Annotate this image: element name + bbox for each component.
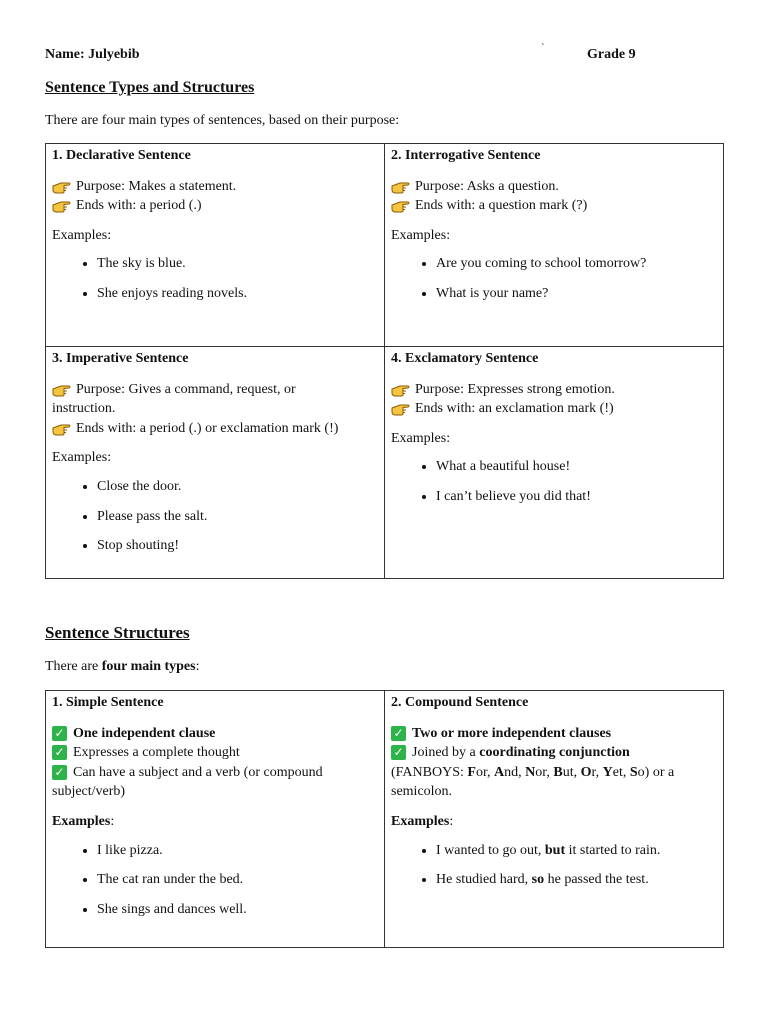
interrogative-ends: Ends with: a question mark (?) [391,196,717,216]
declarative-ends: Ends with: a period (.) [52,196,378,216]
examples-list [52,254,378,303]
compound-sentence-cell [385,691,724,948]
list-item: • Please pass the salt. [97,507,378,527]
section-intro-types: There are four main types of sentences, based on their purpose: [45,113,400,128]
examples-list [391,841,717,890]
pointing-hand-icon [52,199,72,213]
list-item: • I like pizza. [97,841,378,861]
interrogative-title: 2. Interrogative Sentence [391,148,541,163]
imperative-cell [46,347,385,579]
pointing-hand-icon [52,383,72,397]
imperative-purpose: Purpose: Gives a command, request, or instruction. [52,381,296,417]
list-item: • Close the door. [97,477,378,497]
list-item: • She sings and dances well. [97,900,378,920]
pointing-hand-icon [391,402,411,416]
list-item: • She enjoys reading novels. [97,284,378,304]
examples-label: Examples: [391,813,454,829]
check-icon: ✓ [391,745,406,760]
examples-label: Examples: [52,227,112,243]
examples-list [52,841,378,920]
simple-sentence-cell [46,691,385,948]
sentence-structures-table [45,690,724,948]
check-icon: ✓ [52,726,67,741]
compound-title: 2. Compound Sentence [391,695,529,710]
list-item: • The cat ran under the bed. [97,870,378,890]
simple-point-1: ✓ One independent clause [52,724,378,744]
list-item: • I can’t believe you did that! [436,487,717,507]
list-item: • What a beautiful house! [436,457,717,477]
list-item: • Stop shouting! [97,536,378,556]
declarative-title: 1. Declarative Sentence [52,148,191,163]
check-icon: ✓ [52,765,67,780]
pointing-hand-icon [52,180,72,194]
examples-list [391,254,717,303]
check-icon: ✓ [52,745,67,760]
fanboys-line: (FANBOYS: For, And, Nor, But, Or, Yet, So) or a semicolon. [391,764,675,800]
examples-label: Examples: [52,813,115,829]
exclamatory-purpose: Purpose: Expresses strong emotion. [391,380,717,400]
exclamatory-ends: Ends with: an exclamation mark (!) [391,399,717,419]
exclamatory-title: 4. Exclamatory Sentence [391,351,539,366]
interrogative-purpose: Purpose: Asks a question. [391,177,717,197]
interrogative-cell [385,144,724,347]
examples-label: Examples: [391,227,451,243]
pointing-hand-icon [52,422,72,436]
name-line [45,47,140,63]
simple-point-2: ✓ Expresses a complete thought [52,743,378,763]
list-item: • The sky is blue. [97,254,378,274]
declarative-cell [46,144,385,347]
stray-mark: ` [541,42,545,54]
list-item: • He studied hard, so he passed the test. [436,870,717,890]
simple-point-3: ✓ Can have a subject and a verb (or compound subject/verb) [52,764,323,800]
imperative-ends: Ends with: a period (.) or exclamation mark (!) [52,419,378,439]
pointing-hand-icon [391,383,411,397]
examples-label: Examples: [391,430,451,446]
student-name: Julyebib [88,47,140,62]
grade-label: Grade 9 [587,47,636,62]
list-item: • I wanted to go out, but it started to rain. [436,841,717,861]
sentence-types-table [45,143,724,579]
list-item: • What is your name? [436,284,717,304]
pointing-hand-icon [391,180,411,194]
examples-list [391,457,717,506]
exclamatory-cell [385,347,724,579]
check-icon: ✓ [391,726,406,741]
declarative-purpose: Purpose: Makes a statement. [52,177,378,197]
examples-label: Examples: [52,450,112,466]
section-title-types: Sentence Types and Structures [45,79,255,96]
examples-list [52,477,378,556]
list-item: • Are you coming to school tomorrow? [436,254,717,274]
compound-point-2: ✓ Joined by a coordinating conjunction (FANBOYS: For, And, Nor, But, Or, Yet, So) or a semicolon. [391,743,717,802]
simple-title: 1. Simple Sentence [52,695,164,710]
section-title-structures: Sentence Structures [45,623,190,642]
compound-point-1: ✓ Two or more independent clauses [391,724,717,744]
section-intro-structures: There are four main types: [45,659,200,674]
imperative-title: 3. Imperative Sentence [52,351,189,366]
name-label: Name: [45,47,85,62]
pointing-hand-icon [391,199,411,213]
